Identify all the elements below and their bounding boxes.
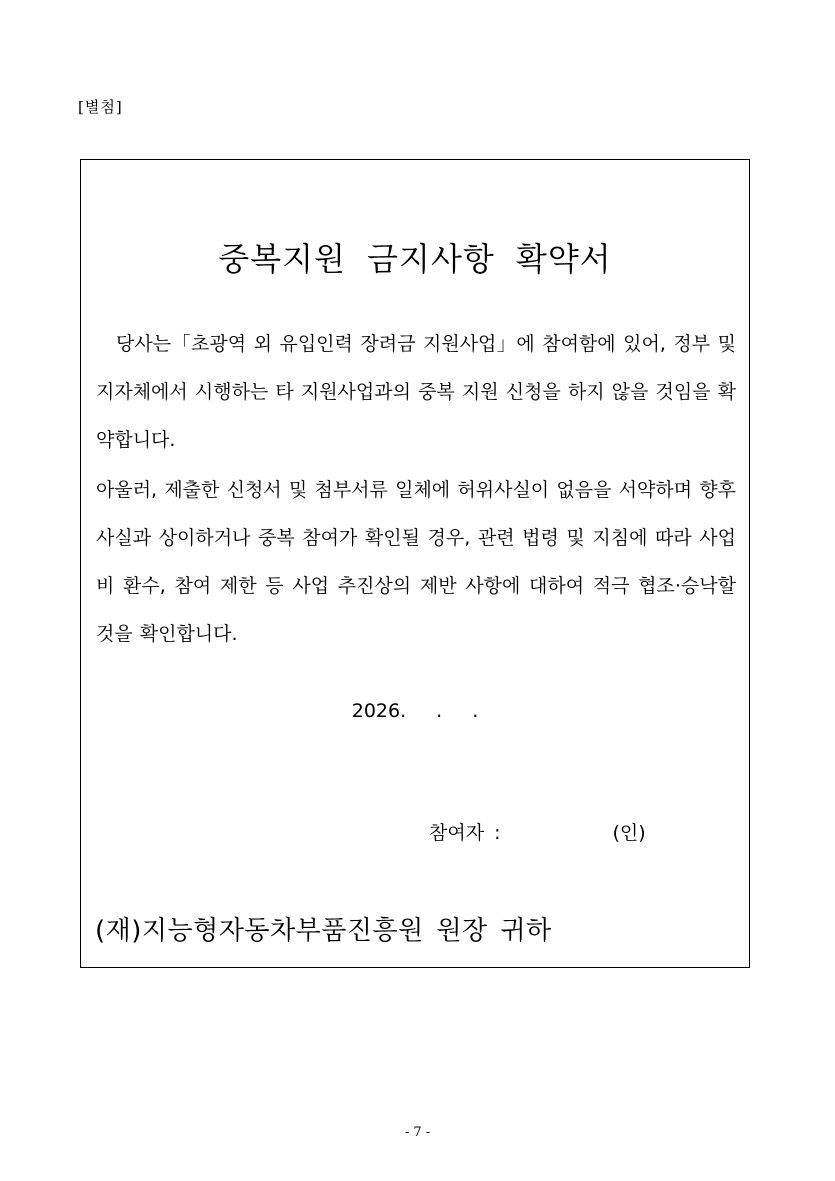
date-month-dot: . (436, 700, 443, 722)
seal-label: (인) (612, 822, 646, 844)
recipient-line: (재)지능형자동차부품진흥원 원장 귀하 (95, 916, 552, 946)
pledge-paragraph-1 (96, 320, 736, 464)
date-year: 2026. (351, 700, 407, 722)
participant-line (429, 818, 646, 845)
document-title: 중복지원 금지사항 확약서 (218, 240, 612, 278)
pledge-paragraph-2: 아울러, 제출한 신청서 및 첨부서류 일체에 허위사실이 없음을 서약하며 향후 사실과 상이하거나 중복 참여가 확인될 경우, 관련 법령 및 지침에 따라 사업비 환수, 참여 제한 등 사업 추진상의 제반 사항에 대하여 적극 협조·승낙할 것을 확인합니다. (96, 479, 736, 645)
participant-label: 참여자 (429, 822, 485, 844)
attachment-label: [별첨] (78, 98, 123, 116)
participant-colon: : (494, 822, 501, 844)
pledge-paragraph-1-text: 당사는「초광역 외 유입인력 장려금 지원사업」에 참여함에 있어, 정부 및 지자체에서 시행하는 타 지원사업과의 중복 지원 신청을 하지 않을 것임을 확약합니다. (96, 333, 736, 451)
page-number: - 7 - (404, 1125, 431, 1140)
date-line (81, 700, 749, 722)
pledge-form-box (80, 159, 750, 968)
date-day-dot: . (472, 700, 479, 722)
